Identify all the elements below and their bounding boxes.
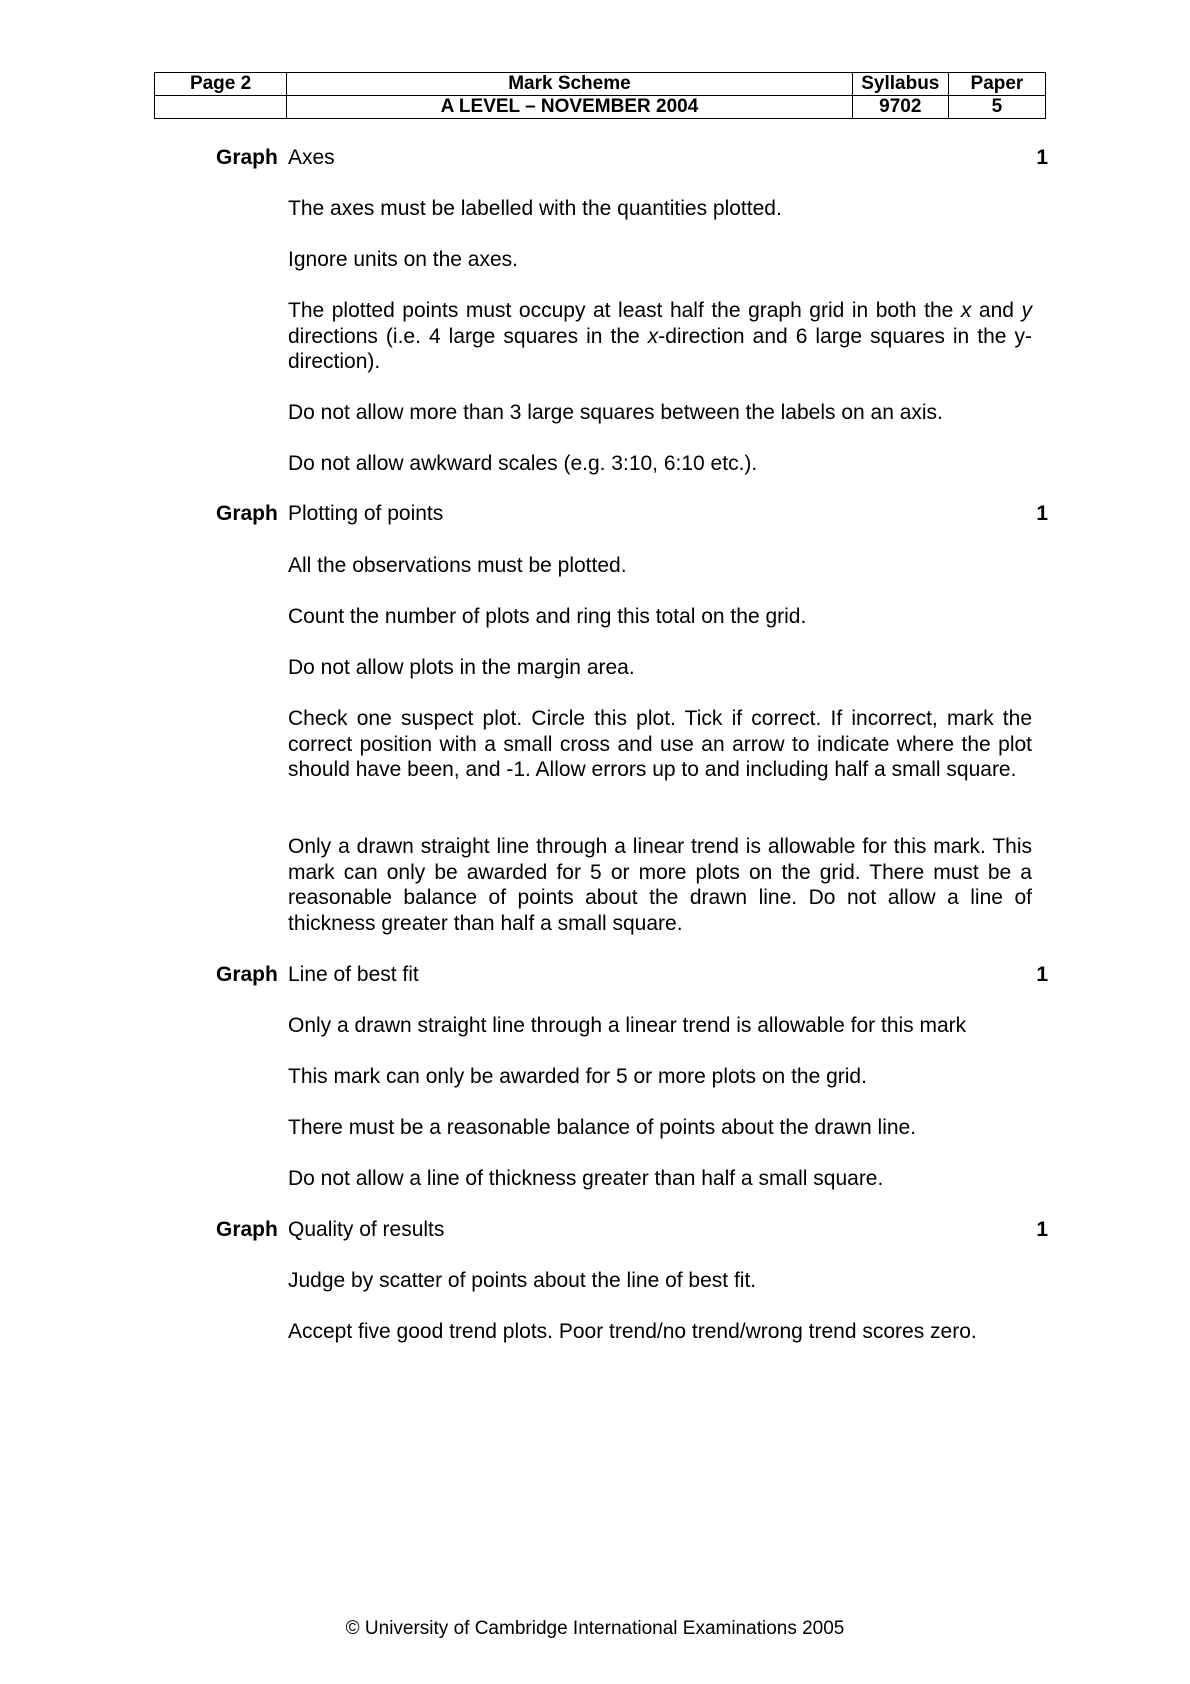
paragraph: Do not allow more than 3 large squares between the labels on an axis.	[288, 401, 943, 424]
section-title: Axes	[288, 146, 335, 169]
section-label: Graph	[216, 963, 278, 986]
paragraph: Do not allow plots in the margin area.	[288, 656, 635, 679]
italic-y: y	[1021, 299, 1032, 322]
text-run: and	[971, 299, 1022, 322]
paragraph: All the observations must be plotted.	[288, 554, 627, 577]
header-title: Mark Scheme	[287, 73, 853, 96]
header-syllabus-code: 9702	[852, 96, 948, 119]
section-mark: 1	[1036, 963, 1048, 986]
paragraph: Judge by scatter of points about the line of best fit.	[288, 1269, 757, 1292]
paragraph: Only a drawn straight line through a linear trend is allowable for this mark. This mark can only be awarded for 5 or more plots on the grid. There must be a reasonable balance of points about the drawn line. Do not allow a line of thickness greater than half a small square.	[288, 835, 1032, 936]
section-mark: 1	[1036, 502, 1048, 525]
paragraph: Count the number of plots and ring this total on the grid.	[288, 605, 807, 628]
paragraph: Accept five good trend plots. Poor trend/no trend/wrong trend scores zero.	[288, 1320, 977, 1343]
header-table	[154, 72, 1046, 119]
italic-x: x	[960, 299, 972, 322]
header-syllabus-label: Syllabus	[852, 73, 948, 96]
header-paper-number: 5	[948, 96, 1045, 119]
header-row-1	[155, 73, 1046, 96]
header-exam: A LEVEL – NOVEMBER 2004	[287, 96, 853, 119]
header-page: Page 2	[155, 73, 287, 96]
section-title: Plotting of points	[288, 502, 444, 525]
section-label: Graph	[216, 1218, 278, 1241]
paragraph: Only a drawn straight line through a linear trend is allowable for this mark	[288, 1014, 967, 1037]
text-run: -direction and 6 large squares in the y-direction).	[288, 324, 1032, 374]
paragraph: Do not allow awkward scales (e.g. 3:10, 6:10 etc.).	[288, 452, 758, 475]
italic-x: x	[647, 324, 659, 348]
section-label: Graph	[216, 502, 278, 525]
paragraph: Check one suspect plot. Circle this plot. Tick if correct. If incorrect, mark the correct position with a small cross and use an arrow to indicate where the plot should have been, and -1. Allow errors up to and including half a small square.	[288, 707, 1032, 782]
paragraph: The axes must be labelled with the quantities plotted.	[288, 197, 782, 220]
header-row-2	[155, 96, 1046, 119]
text-run: directions (i.e. 4 large squares in the	[288, 324, 648, 348]
header-paper-label: Paper	[948, 73, 1045, 96]
paragraph: Ignore units on the axes.	[288, 248, 518, 271]
paragraph: This mark can only be awarded for 5 or more plots on the grid.	[288, 1065, 867, 1088]
section-mark: 1	[1036, 146, 1048, 169]
section-mark: 1	[1036, 1218, 1048, 1241]
section-title: Quality of results	[288, 1218, 445, 1241]
paragraph: There must be a reasonable balance of points about the drawn line.	[288, 1116, 917, 1139]
section-label: Graph	[216, 146, 278, 169]
footer-copyright: © University of Cambridge International Examinations 2005	[345, 1618, 845, 1639]
section-title: Line of best fit	[288, 963, 419, 986]
header-empty-cell	[155, 96, 287, 119]
paragraph-grid-requirement	[288, 298, 1032, 375]
paragraph: Do not allow a line of thickness greater than half a small square.	[288, 1167, 884, 1190]
text-run: The plotted points must occupy at least half the graph grid in both the	[288, 299, 961, 322]
